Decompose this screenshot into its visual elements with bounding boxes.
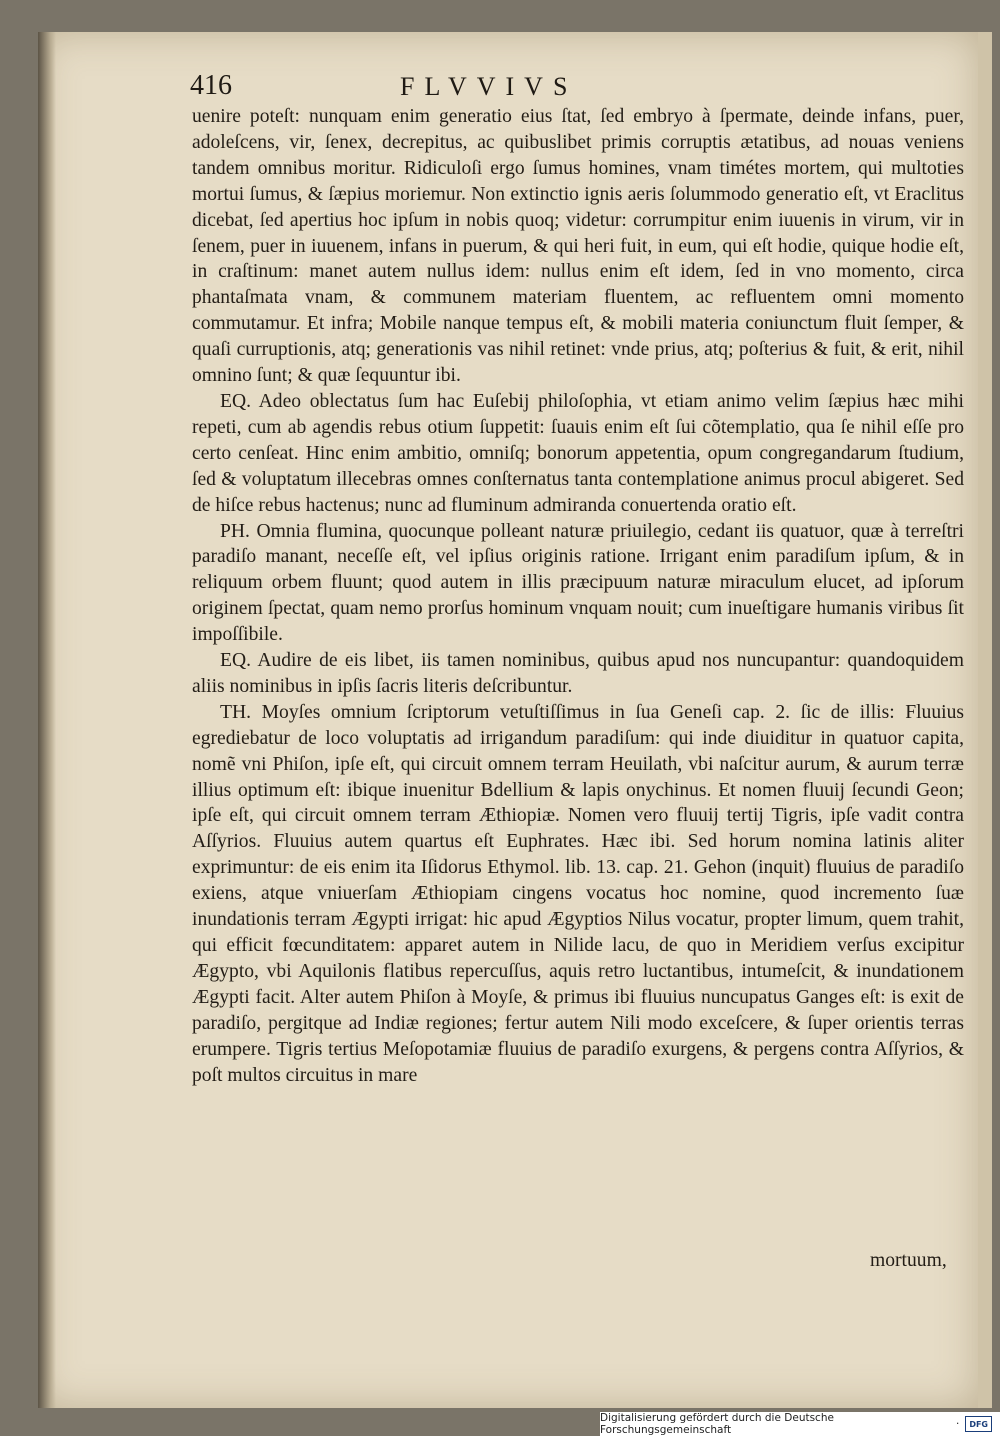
paragraph-text: uenire poteſt: nunquam enim generatio eius ſtat, ſed embryo à ſpermate, deinde infans, puer, adoleſcens, vir, ſenex, decrepitus, ac quibuslibet primis corruptis ætatibus, ad nouas veniens tandem omnibus moritur. Ridiculoſi ergo ſumus homines, vnam timétes mortem, qui multoties mortui ſumus, & ſæpius moriemur. Non extinctio ignis aeris ſolummodo generatio eſt, vt Eraclitus dicebat, ſed apertius hoc ipſum in nobis quoq; videtur: corrumpitur enim iuuenis in virum, vir in ſenem, puer in iuuenem, infans in puerum, & qui heri fuit, in eum, qui eſt hodie, quique hodie eſt, in craſtinum: manet autem nullus idem: nullus enim eſt idem, ſed in vno momento, circa phantaſmata vnam, & communem materiam fluentem, ac refluentem omni momento commutamur. Et infra; Mobile nanque tempus eſt, & mobili materia coniunctum fluit ſemper, & quaſi curruptionis, atq; generationis vas nihil retinet: vnde prius, atq; poſterius & fuit, & erit, nihil omnino ſunt; & quæ ſequuntur ibi.: [192, 106, 964, 387]
footer-credit: Digitalisierung gefördert durch die Deutsche Forschungsgemeinschaft: [600, 1412, 834, 1436]
speaker-label: EQ.: [220, 390, 252, 412]
paragraph-text: Adeo oblectatus ſum hac Euſebij philoſophia, vt etiam animo velim ſæpius hæc mihi repeti, cum ab agendis rebus otium ſuppetit: ſuauis enim eſt ſui cõtemplatio, qua ſe nihil eſſe pro certo cenſeat. Hinc enim ambitio, omniſq; bonorum appetentia, opum congregandarum ſtudium, ſed & voluptatum illecebras omnes conſternatus tanta contemplatione animus procul abigeret. Sed de hiſce rebus hactenus; nunc ad fluminum admiranda conuertenda oratio eſt.: [192, 390, 964, 516]
paragraph-text: Omnia flumina, quocunque polleant naturæ priuilegio, cedant iis quatuor, quæ à terreſtri paradiſo manant, neceſſe eſt, vel ipſius originis ratione. Irrigant enim paradiſum ipſum, & in reliquum orbem fluunt; quod autem in illis præcipuum naturæ miraculum elucet, ad ipſorum originem ſpectat, quam nemo prorſus hominum vnquam nouit; cum inueſtigare humanis viribus ſit impoſſibile.: [192, 520, 964, 646]
catchword: mortuum,: [870, 1250, 947, 1271]
body-text: [192, 104, 964, 1088]
paragraph-2: [192, 389, 964, 519]
running-title: FLVVIVS: [400, 72, 578, 101]
paragraph-3: [192, 519, 964, 649]
paragraph-4: [192, 648, 964, 700]
speaker-label: TH.: [220, 701, 252, 723]
paragraph-5: [192, 700, 964, 1089]
paragraph-text: Moyſes omnium ſcriptorum vetuſtiſſimus in ſua Geneſi cap. 2. ſic de illis: Fluuius egrediebatur de loco voluptatis ad irrigandum paradiſum: qui inde diuiditur in quatuor capita, nomẽ vni Phiſon, ipſe eſt, qui circuit omnem terram Heuilath, vbi naſcitur aurum, & aurum terræ illius optimum eſt: ibique inuenitur Bdellium & lapis onychinus. Et nomen fluuij ſecundi Geon; ipſe eſt, qui circuit omnem terram Æthiopiæ. Nomen vero fluuij tertij Tigris, ipſe vadit contra Aſſyrios. Fluuius autem quartus eſt Euphrates. Hæc ibi. Sed horum nomina latinis aliter exprimuntur: de eis enim ita Iſidorus Ethymol. lib. 13. cap. 21. Gehon (inquit) fluuius de paradiſo exiens, atque vniuerſam Æthiopiam cingens vocatus hoc nomine, quod incremento ſuæ inundationis terram Ægypti irrigat: hic apud Ægyptios Nilus vocatur, propter limum, quem trahit, qui efficit fœcunditatem: apparet autem in Nilide lacu, de quo in Meridiem verſus excipitur Ægypto, vbi Aquilonis flatibus repercuſſus, aquis retro luctantibus, intumeſcit, & inundationem Ægypti facit. Alter autem Phiſon à Moyſe, & primus ibi fluuius nuncupatus Ganges eſt: is exit de paradiſo, pergitque ad Indiæ regiones; fertur autem Nili modo exceſcere, & ſuper orientis terras erumpere. Tigris tertius Meſopotamiæ fluuius de paradiſo exurgens, & pergens contra Aſſyrios, & poſt multos circuitus in mare: [192, 701, 964, 1086]
paragraph-1: [192, 104, 964, 389]
footer-separator: ·: [955, 1418, 960, 1430]
dfg-logo-icon: DFG: [965, 1416, 992, 1432]
speaker-label: PH.: [220, 520, 250, 542]
page-number: 416: [190, 70, 232, 101]
paragraph-text: Audire de eis libet, iis tamen nominibus, quibus apud nos nuncupantur: quandoquidem aliis nominibus in ipſis ſacris literis deſcribuntur.: [192, 650, 964, 697]
speaker-label: EQ.: [220, 650, 252, 672]
page-gutter: [38, 32, 56, 1408]
digitization-footer: [600, 1412, 1000, 1436]
